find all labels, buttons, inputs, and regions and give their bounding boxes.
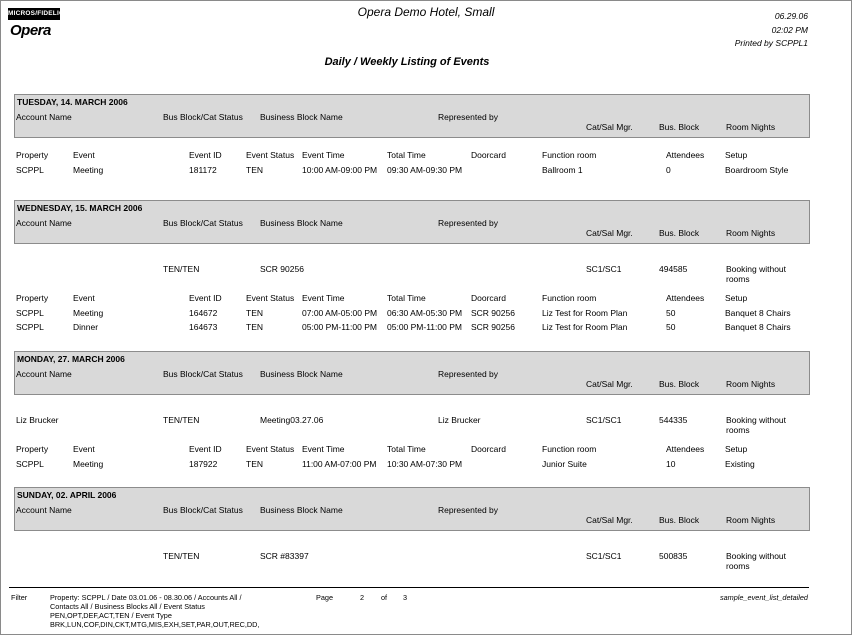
header-account-name: Account Name	[16, 505, 72, 515]
header-business-block-name: Business Block Name	[260, 369, 343, 379]
event-col-function-room: Function room	[542, 293, 597, 303]
day-title: MONDAY, 27. MARCH 2006	[17, 354, 125, 364]
header-account-name: Account Name	[16, 112, 72, 122]
event-cell-status: TEN	[246, 165, 263, 175]
report-time: 02:02 PM	[771, 25, 808, 35]
event-col-event: Event	[73, 444, 95, 454]
day-title: TUESDAY, 14. MARCH 2006	[17, 97, 128, 107]
event-cell-event: Meeting	[73, 459, 104, 469]
event-cell-doorcard: SCR 90256	[471, 308, 515, 318]
event-cell-status: TEN	[246, 459, 263, 469]
page-current: 2	[360, 593, 365, 602]
event-cell-function-room: Ballroom 1	[542, 165, 583, 175]
hotel-name: Opera Demo Hotel, Small	[357, 5, 495, 19]
event-col-event-status: Event Status	[246, 150, 295, 160]
event-col-event-id: Event ID	[189, 293, 222, 303]
page-label: Page	[316, 593, 334, 602]
event-cell-setup: Banquet 8 Chairs	[725, 322, 791, 332]
block-name: SCR #83397	[260, 551, 309, 561]
block-room-nights: Booking without	[726, 551, 787, 561]
event-col-event: Event	[73, 293, 95, 303]
header-bus-block: Bus. Block	[659, 379, 700, 389]
header-room-nights: Room Nights	[726, 228, 776, 238]
report-date: 06.29.06	[774, 11, 808, 21]
event-cell-total-time: 06:30 AM-05:30 PM	[387, 308, 463, 318]
event-col-event-status: Event Status	[246, 293, 295, 303]
event-cell-event-id: 181172	[189, 165, 217, 175]
event-cell-property: SCPPL	[16, 459, 44, 469]
event-col-setup: Setup	[725, 444, 748, 454]
block-cat-sal-mgr: SC1/SC1	[586, 264, 622, 274]
event-col-setup: Setup	[725, 150, 748, 160]
event-cell-property: SCPPL	[16, 308, 44, 318]
header-bus-block-cat-status: Bus Block/Cat Status	[163, 218, 243, 228]
filter-label: Filter	[11, 593, 28, 602]
event-cell-event-id: 164673	[189, 322, 218, 332]
event-cell-attendees: 50	[666, 308, 676, 318]
opera-logo: Opera	[10, 22, 51, 39]
block-room-nights-cont: rooms	[726, 425, 750, 435]
header-room-nights: Room Nights	[726, 515, 776, 525]
event-cell-setup: Banquet 8 Chairs	[725, 308, 791, 318]
header-room-nights: Room Nights	[726, 122, 776, 132]
event-col-event-time: Event Time	[302, 293, 345, 303]
footer-rule	[9, 587, 809, 588]
event-col-doorcard: Doorcard	[471, 150, 506, 160]
event-cell-status: TEN	[246, 308, 263, 318]
block-cat-status: TEN/TEN	[163, 415, 200, 425]
filter-line: Contacts All / Business Blocks All / Event Status	[50, 602, 205, 611]
header-bus-block: Bus. Block	[659, 122, 700, 132]
event-col-attendees: Attendees	[666, 150, 705, 160]
filter-line: BRK,LUN,COF,DIN,CKT,MTG,MIS,EXH,SET,PAR,OUT,REC,DD,	[50, 620, 260, 629]
page-total: 3	[403, 593, 408, 602]
event-col-total-time: Total Time	[387, 444, 426, 454]
event-cell-event: Dinner	[73, 322, 99, 332]
header-cat-sal-mgr: Cat/Sal Mgr.	[586, 228, 633, 238]
event-col-total-time: Total Time	[387, 293, 426, 303]
filter-line: Property: SCPPL / Date 03.01.06 - 08.30.06 / Accounts All /	[50, 593, 242, 602]
header-represented-by: Represented by	[438, 112, 499, 122]
event-cell-total-time: 10:30 AM-07:30 PM	[387, 459, 463, 469]
block-bus-block-id: 494585	[659, 264, 688, 274]
printed-by: Printed by SCPPL1	[734, 38, 808, 48]
event-cell-event-time: 05:00 PM-11:00 PM	[302, 322, 377, 332]
header-represented-by: Represented by	[438, 369, 499, 379]
block-cat-sal-mgr: SC1/SC1	[586, 415, 622, 425]
event-cell-status: TEN	[246, 322, 263, 332]
event-col-attendees: Attendees	[666, 444, 705, 454]
event-cell-setup: Boardroom Style	[725, 165, 789, 175]
event-cell-property: SCPPL	[16, 322, 44, 332]
header-business-block-name: Business Block Name	[260, 505, 343, 515]
event-cell-event-id: 164672	[189, 308, 218, 318]
event-cell-event-time: 11:00 AM-07:00 PM	[302, 459, 377, 469]
event-cell-total-time: 05:00 PM-11:00 PM	[387, 322, 462, 332]
filter-line: PEN,OPT,DEF,ACT,TEN / Event Type	[50, 611, 172, 620]
event-col-property: Property	[16, 444, 49, 454]
event-cell-total-time: 09:30 AM-09:30 PM	[387, 165, 463, 175]
event-col-event-id: Event ID	[189, 444, 222, 454]
event-col-event: Event	[73, 150, 95, 160]
event-cell-function-room: Liz Test for Room Plan	[542, 308, 628, 318]
block-room-nights-cont: rooms	[726, 561, 750, 571]
header-account-name: Account Name	[16, 369, 72, 379]
header-bus-block-cat-status: Bus Block/Cat Status	[163, 505, 243, 515]
event-cell-function-room: Liz Test for Room Plan	[542, 322, 628, 332]
event-cell-event: Meeting	[73, 165, 104, 175]
header-business-block-name: Business Block Name	[260, 112, 343, 122]
header-bus-block: Bus. Block	[659, 228, 700, 238]
event-cell-property: SCPPL	[16, 165, 44, 175]
filter-details	[50, 593, 259, 629]
header-represented-by: Represented by	[438, 505, 499, 515]
event-col-event-status: Event Status	[246, 444, 295, 454]
block-cat-status: TEN/TEN	[163, 551, 200, 561]
header-account-name: Account Name	[16, 218, 72, 228]
event-cell-attendees: 10	[666, 459, 676, 469]
event-cell-doorcard: SCR 90256	[471, 322, 515, 332]
event-cell-setup: Existing	[725, 459, 755, 469]
event-col-property: Property	[16, 293, 49, 303]
report-title: Daily / Weekly Listing of Events	[324, 56, 490, 68]
block-cat-status: TEN/TEN	[163, 264, 200, 274]
event-cell-event-time: 10:00 AM-09:00 PM	[302, 165, 378, 175]
event-col-event-time: Event Time	[302, 444, 345, 454]
block-room-nights: Booking without	[726, 264, 787, 274]
event-cell-event-id: 187922	[189, 459, 218, 469]
header-bus-block-cat-status: Bus Block/Cat Status	[163, 369, 243, 379]
block-cat-sal-mgr: SC1/SC1	[586, 551, 622, 561]
header-represented-by: Represented by	[438, 218, 499, 228]
micros-fidelio-logo: MICROS/FIDELIO	[8, 8, 60, 20]
header-bus-block: Bus. Block	[659, 515, 700, 525]
block-represented-by: Liz Brucker	[438, 415, 481, 425]
block-bus-block-id: 500835	[659, 551, 688, 561]
block-bus-block-id: 544335	[659, 415, 688, 425]
event-col-attendees: Attendees	[666, 293, 705, 303]
block-account-name: Liz Brucker	[16, 415, 59, 425]
header-bus-block-cat-status: Bus Block/Cat Status	[163, 112, 243, 122]
event-cell-attendees: 50	[666, 322, 676, 332]
day-title: SUNDAY, 02. APRIL 2006	[17, 490, 117, 500]
block-name: SCR 90256	[260, 264, 304, 274]
day-title: WEDNESDAY, 15. MARCH 2006	[17, 203, 143, 213]
page-of: of	[381, 593, 388, 602]
event-col-event-time: Event Time	[302, 150, 345, 160]
event-col-total-time: Total Time	[387, 150, 426, 160]
report-file-name: sample_event_list_detailed	[719, 593, 808, 602]
event-col-setup: Setup	[725, 293, 748, 303]
event-col-doorcard: Doorcard	[471, 293, 506, 303]
block-room-nights-cont: rooms	[726, 274, 750, 284]
header-cat-sal-mgr: Cat/Sal Mgr.	[586, 515, 633, 525]
event-col-function-room: Function room	[542, 444, 597, 454]
block-name: Meeting03.27.06	[260, 415, 324, 425]
block-room-nights: Booking without	[726, 415, 787, 425]
header-room-nights: Room Nights	[726, 379, 776, 389]
header-cat-sal-mgr: Cat/Sal Mgr.	[586, 379, 633, 389]
event-cell-attendees: 0	[666, 165, 671, 175]
event-col-property: Property	[16, 150, 49, 160]
event-col-function-room: Function room	[542, 150, 597, 160]
event-col-doorcard: Doorcard	[471, 444, 506, 454]
event-col-event-id: Event ID	[189, 150, 222, 160]
event-cell-event: Meeting	[73, 308, 104, 318]
header-cat-sal-mgr: Cat/Sal Mgr.	[586, 122, 633, 132]
header-business-block-name: Business Block Name	[260, 218, 343, 228]
event-cell-event-time: 07:00 AM-05:00 PM	[302, 308, 378, 318]
event-cell-function-room: Junior Suite	[542, 459, 587, 469]
